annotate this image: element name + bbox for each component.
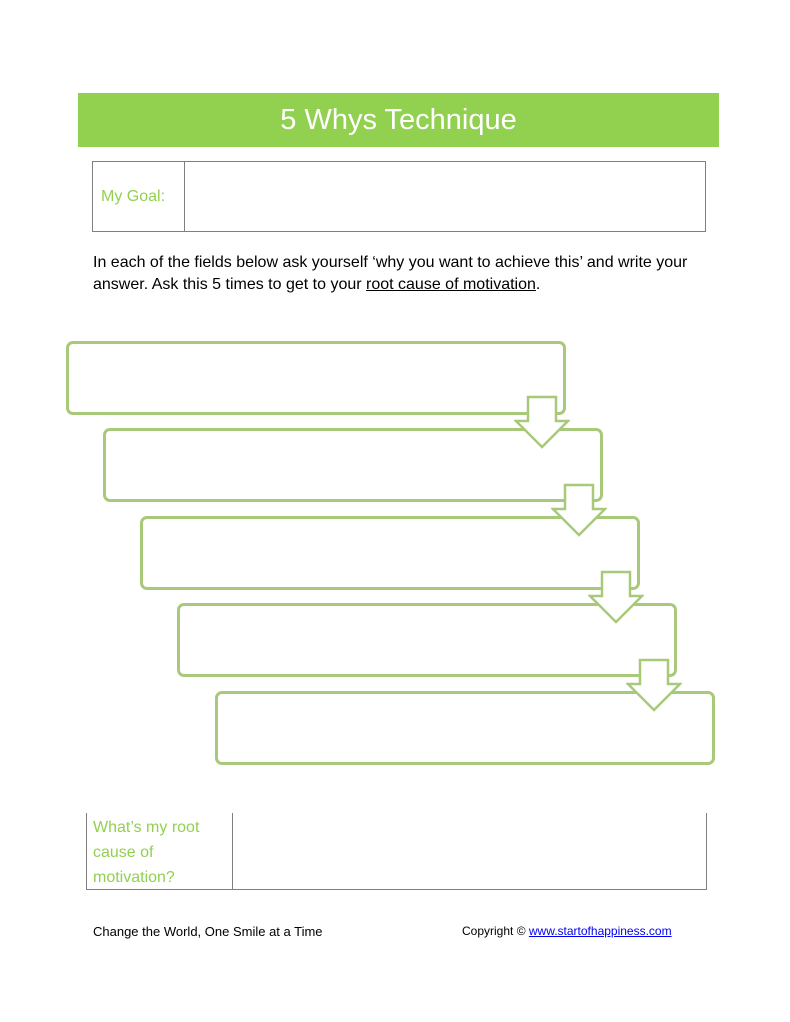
instructions-text: In each of the fields below ask yourself ‘why you want to achieve this’ and write your answer. Ask this 5 times to get to your [93, 254, 688, 293]
down-arrow-icon [514, 395, 570, 449]
root-cause-table [86, 813, 707, 890]
root-cause-label: What’s my root cause of motivation? [87, 813, 233, 889]
why-box-1[interactable] [66, 341, 566, 415]
root-cause-emphasis: root cause of motivation [366, 276, 536, 293]
footer-copyright [462, 924, 672, 938]
copyright-text: Copyright © [462, 924, 529, 938]
down-arrow-icon [626, 658, 682, 712]
root-cause-field[interactable] [233, 813, 706, 889]
instructions [93, 252, 713, 296]
instructions-end: . [535, 276, 541, 293]
website-link[interactable]: www.startofhappiness.com [528, 924, 672, 938]
goal-table [92, 161, 706, 232]
down-arrow-icon [588, 570, 644, 624]
goal-field[interactable] [185, 162, 705, 231]
goal-label: My Goal: [93, 162, 185, 231]
page-title: 5 Whys Technique [78, 93, 719, 147]
down-arrow-icon [551, 483, 607, 537]
footer-slogan: Change the World, One Smile at a Time [93, 924, 323, 939]
